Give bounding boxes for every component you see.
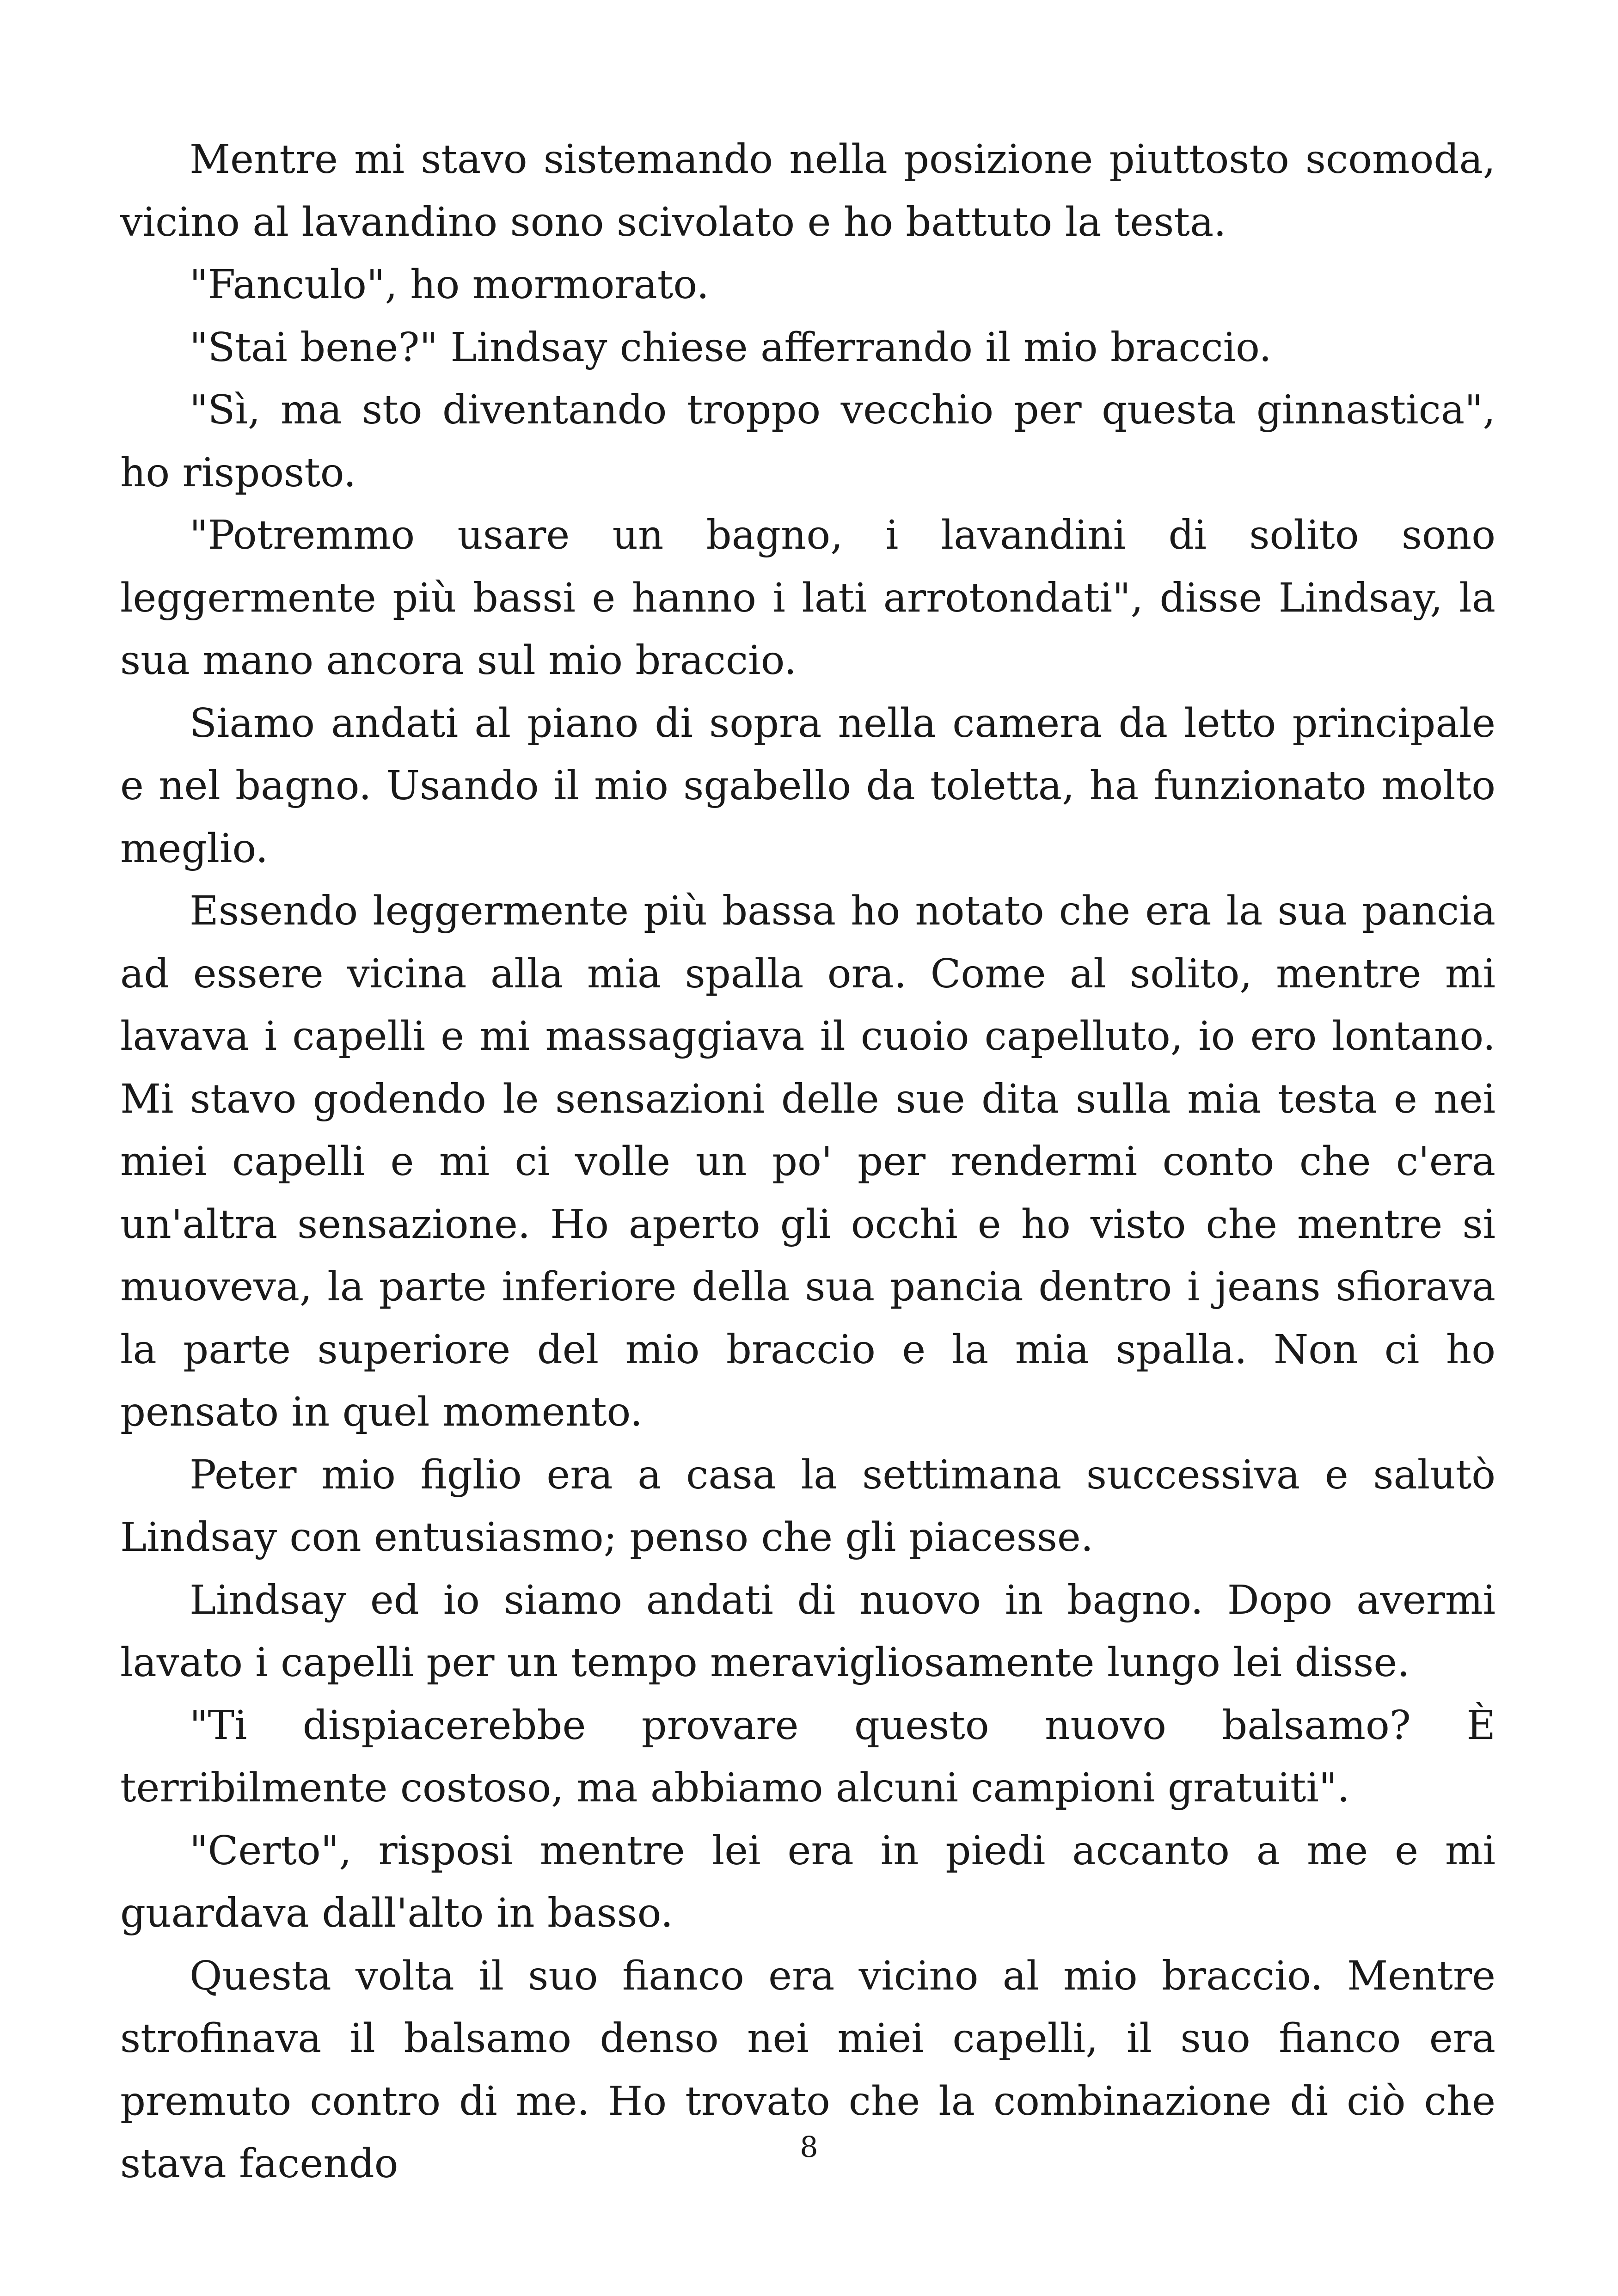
page-number: 8	[800, 2130, 818, 2164]
paragraph: "Potremmo usare un bagno, i lavandini di solito sono leggermente più bassi e hanno i lati arrotondati", disse Lindsay, la sua mano ancora sul mio braccio.	[120, 512, 1495, 684]
paragraph: "Ti dispiacerebbe provare questo nuovo balsamo? È terribilmente costoso, ma abbiamo alcuni campioni gratuiti".	[120, 1702, 1495, 1811]
paragraph: "Certo", risposi mentre lei era in piedi accanto a me e mi guardava dall'alto in basso.	[120, 1827, 1495, 1936]
paragraph: Peter mio figlio era a casa la settimana successiva e salutò Lindsay con entusiasmo; penso che gli piacesse.	[120, 1451, 1495, 1561]
body-text	[120, 129, 1495, 2196]
paragraph: Essendo leggermente più bassa ho notato che era la sua pancia ad essere vicina alla mia spalla ora. Come al solito, mentre mi lavava i capelli e mi massaggiava il cuoio capelluto, io ero lontano. Mi stavo godendo le sensazioni delle sue dita sulla mia testa e nei miei capelli e mi ci volle un po' per rendermi conto che c'era un'altra sensazione. Ho aperto gli occhi e ho visto che mentre si muoveva, la parte inferiore della sua pancia dentro i jeans sfiorava la parte superiore del mio braccio e la mia spalla. Non ci ho pensato in quel momento.	[120, 888, 1495, 1435]
paragraph: Siamo andati al piano di sopra nella camera da letto principale e nel bagno. Usando il mio sgabello da toletta, ha funzionato molto meglio.	[120, 700, 1495, 872]
paragraph: "Sì, ma sto diventando troppo vecchio per questa ginnastica", ho risposto.	[120, 387, 1495, 496]
paragraph: "Fanculo", ho mormorato.	[190, 262, 709, 308]
paragraph: Lindsay ed io siamo andati di nuovo in bagno. Dopo avermi lavato i capelli per un tempo meravigliosamente lungo lei disse.	[120, 1577, 1495, 1686]
paragraph: "Stai bene?" Lindsay chiese afferrando il mio braccio.	[190, 324, 1272, 371]
paragraph: Mentre mi stavo sistemando nella posizione piuttosto scomoda, vicino al lavandino sono scivolato e ho battuto la testa.	[120, 136, 1495, 245]
paragraph: Questa volta il suo fianco era vicino al mio braccio. Mentre strofinava il balsamo denso nei miei capelli, il suo fianco era premuto contro di me. Ho trovato che la combinazione di ciò che stava facendo	[120, 1953, 1495, 2187]
